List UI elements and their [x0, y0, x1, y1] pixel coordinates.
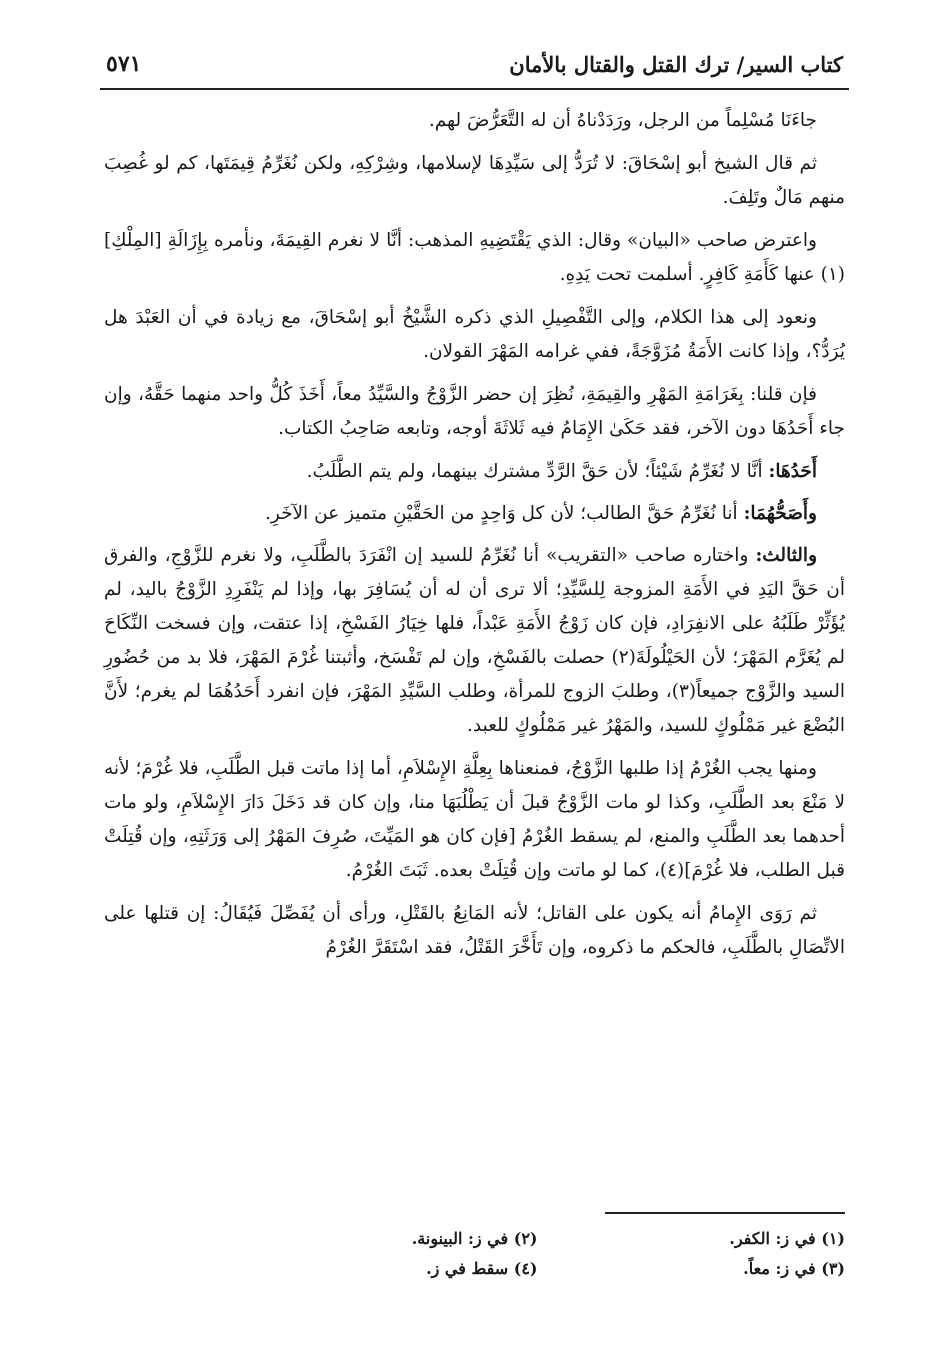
paragraph [104, 455, 845, 489]
paragraph [104, 897, 845, 965]
paragraph-lead: وأَصَحُّهُمَا: [743, 503, 817, 524]
paragraph-text: واعترض صاحب «البيان» وقال: الذي يَقْتَضِيهِ المذهب: أنَّا لا نغرم القِيمَةَ، ونأمره بِإِزَالَةِ [المِلْكِ](١) عنها كَأَمَةِ كَافِرٍ. أسلمت تحت يَدِهِ. [104, 230, 845, 285]
footnote-item [538, 1254, 846, 1284]
footnote-row [230, 1224, 845, 1254]
footnote-row [230, 1254, 845, 1284]
footnote-number: (٣) [821, 1259, 845, 1278]
paragraph [104, 301, 845, 369]
paragraph [104, 104, 845, 138]
paragraph-text: ثم قال الشيخ أبو إسْحَاقَ: لا تُرَدُّ إلى سَيِّدِهَا لإسلامها، وشِرْكِهِ، ولكن نُغَرِّمُ قِيمَتَها، كم لو غُصِبَ منهم مَالٌ وتَلِفَ. [104, 153, 845, 208]
paragraph-lead: والثالث: [755, 545, 817, 566]
footnote-number: (١) [821, 1229, 845, 1248]
main-text [104, 104, 845, 974]
page-header [106, 44, 843, 84]
footnote-number: (٤) [513, 1259, 538, 1278]
footnote-number: (٢) [513, 1229, 538, 1248]
footnote-item [230, 1254, 538, 1284]
paragraph-text: جاءَنَا مُسْلِماً من الرجل، ورَدَدْناهُ أن له التَّعَرُّضَ لهم. [428, 110, 817, 131]
paragraph [104, 539, 845, 743]
paragraph-text: فإن قلنا: بِغَرَامَةِ المَهْرِ والقِيمَةِ، نُظِرَ إن حضر الزَّوْجُ والسَّيِّدُ معاً، أَخَذَ كُلُّ واحد منهما حَقَّهُ، وإن جاء أَحَدُهَا دون الآخر، فقد حَكَىٰ الإِمَامُ فيه ثَلاثَةَ أوجه، وتابعه صَاحِبُ الكتاب. [104, 384, 845, 439]
paragraph-text: ونعود إلى هذا الكلام، وإلى التَّفْصِيلِ الذي ذكره الشَّيْخُ أبو إسْحَاقَ، مع زيادة في أن العَبْدَ هل يُرَدُّ؟، وإذا كانت الأَمَةُ مُزَوَّجَةً، ففي غرامه المَهْرَ القولان. [104, 307, 845, 362]
footnote-text: في ز: الكفر. [729, 1229, 816, 1248]
paragraph-text: أنا نُغَرِّمُ حَقَّ الطالب؛ لأن كل وَاحِدٍ من الحَقَّيْنِ متميز عن الآخَرِ. [264, 503, 744, 524]
paragraph [104, 224, 845, 292]
paragraph [104, 147, 845, 215]
footnote-item [230, 1224, 538, 1254]
paragraph-text: واختاره صاحب «التقريب» أنا نُغَرِّمُ للسيد إن انْفَرَدَ بالطَّلَبِ، ولا نغرم للزَّوْجِ، والفرق أن حَقَّ اليَدِ في الأَمَةِ المزوجة لِلسَّيِّدِ؛ ألا ترى أن له أن يُسَافِرَ بها، وإذا لم يَنْفَرِدِ الزَّوْجُ باليد، لم يُؤَثِّرْ طَلَبُهُ على الانفِرَادِ، فإن كان زَوْجُ الأَمَةِ عَبْداً، فلها خِيَارُ الفَسْخِ، إذا عتقت، وإن فسخت النِّكَاحَ لم يُغَرَّم المَهْرَ؛ لأن الحَيْلُولَةَ(٢) حصلت بالفَسْخِ، وإن لم تَفْسَخ، وأثبتنا غُرْمَ المَهْرَ، فلا بد من حُضُورِ السيد والزَّوْج جميعاً(٣)، وطلبَ الزوج للمرأة، وطلب السَّيِّدِ المَهْرَ، فإن انفرد أَحَدُهُمَا لم يغرم؛ لأَنَّ البُضْعَ غير مَمْلُوكٍ للسيد، والمَهْرُ غير مَمْلُوكٍ للعبد. [104, 545, 846, 736]
paragraph-text: ومنها يجب الغُرْمُ إذا طلبها الزَّوْجُ، فمنعناها بِعِلَّةِ الإِسْلاَمِ، أما إذا ماتت قبل الطَّلَبِ، فلا غُرْمَ؛ لأنه لا مَنْعَ بعد الطَّلَبِ، وكذا لو مات الزَّوْجُ قبلَ أن يَطْلُبَهَا منا، وإن كان قد دَخَلَ دَارَ الإِسْلاَمِ، ولو مات أحدهما بعد الطَّلَبِ والمنع، لم يسقط الغُرْمُ [فإن كان هو المَيِّتَ، صُرِفَ المَهْرُ إلى وَرَثَتِهِ، وإن قُتِلَتْ قبل الطلب، فلا غُرْمَ](٤)، كما لو ماتت وإن قُتِلَتْ بعده. ثَبَتَ الغُرْمُ. [104, 758, 845, 881]
page-number: ٥٧١ [106, 51, 142, 77]
paragraph-text: أنَّا لا نُغَرِّمُ شَيْئاً؛ لأن حَقَّ الرَّدِّ مشترك بينهما، ولم يتم الطَّلَبُ. [306, 461, 769, 482]
footnote-text: سقط في ز. [426, 1259, 509, 1278]
running-title: كتاب السير/ ترك القتل والقتال بالأمان [509, 51, 843, 77]
paragraph-text: ثم رَوَى الإِمامُ أنه يكون على القاتل؛ لأنه المَانِعُ بالقَتْلِ، ورأى أن يُفَصِّلَ فَيُقَالُ: إن قتلها على الاتِّصَالِ بالطَّلَبِ، فالحكم ما ذكروه، وإن تَأَخَّرَ القَتْلُ، فقد اسْتَقَرَّ الغُرْمُ [104, 903, 845, 958]
footnote-item [538, 1224, 846, 1254]
paragraph [104, 378, 845, 446]
header-divider [100, 88, 849, 90]
footnote-divider [605, 1212, 845, 1214]
paragraph [104, 752, 845, 888]
footnote-text: في ز: البينونة. [411, 1229, 509, 1248]
footnotes [230, 1224, 845, 1284]
footnote-text: في ز: معاً. [743, 1259, 816, 1278]
paragraph-lead: أَحَدُهَا: [768, 461, 817, 482]
paragraph [104, 497, 845, 531]
